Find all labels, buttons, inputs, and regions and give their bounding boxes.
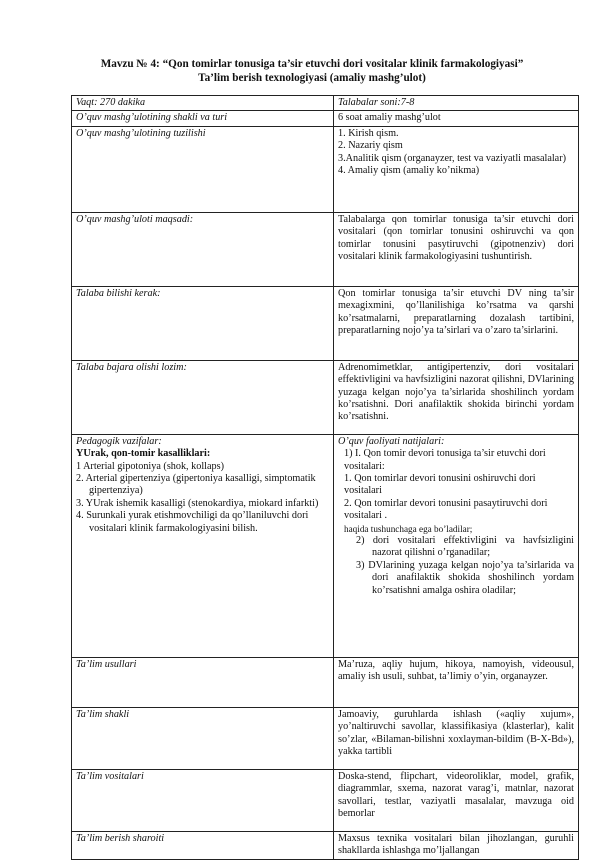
ta-lim-shakli-value-cell: Jamoaviy, guruhlarda ishlash («aqliy xujum», yo’naltiruvchi savollar, klassifikasiya (klasterlar), kalit so’zlar, «Bilaman-bilishni xoxlayman-bildim (B-X-Bd»), yakka tartibli <box>334 707 579 769</box>
natijalar-item-2: 2) dori vositalari effektivligini va havfsizligini nazorat qilishni o’rganadilar; <box>356 535 574 559</box>
table-row-shakl <box>72 111 579 126</box>
bilishi-label-cell: Talaba bilishi kerak: <box>72 286 334 360</box>
vaqt-cell <box>72 96 334 111</box>
bajara-value-cell: Adrenomimetklar, antigipertenziv, dori vositalari effektivligini va havfsizligini nazorat qilishni, DVlarining yuzaga kelgan nojo’ya ta’sirlarida shoshilinch yordam ko’rsatishni. Dori anafilaktik shokida birinchi yordam ko’rsatishni. <box>334 360 579 434</box>
maqsad-value-cell: Talabalarga qon tomirlar tonusiga ta’sir etuvchi dori vositalari (qon tomirlar tonusini oshiruvchi va qon tomirlar tonusini pasytiruvchi (gipotnenziv) dori vositalari klinik farmakologiyasini tushuntirish. <box>334 212 579 286</box>
talabalar-soni-label: Talabalar soni:7-8 <box>338 97 415 108</box>
natijalar-intro: 1) I. Qon tomir devori tonusiga ta’sir etuvchi dori vositalari: <box>344 448 546 472</box>
pedagogik-item-1: 1 Arterial gipotoniya (shok, kollaps) <box>76 460 224 472</box>
natijalar-cell <box>334 434 579 657</box>
tuzilish-item-3: 3.Analitik qism (organayzer, test va vaziyatli masalalar) <box>338 152 566 164</box>
table-row-usullari <box>72 657 579 707</box>
usullari-value-cell: Ma’ruza, aqliy hujum, hikoya, namoyish, videousul, amaliy ish usuli, suhbat, ta’limiy o’yin, organayzer. <box>334 657 579 707</box>
shakl-label-cell: O’quv mashg’ulotining shakli va turi <box>72 111 334 126</box>
title-line-2: Ta’lim berish texnologiyasi (amaliy mashg’ulot) <box>198 72 426 84</box>
sharoiti-label-cell: Ta’lim berish sharoiti <box>72 831 334 859</box>
pedagogik-heading: Pedagogik vazifalar: <box>76 435 162 447</box>
lesson-plan-table <box>71 95 579 860</box>
pedagogik-subheading: YUrak, qon-tomir kasalliklari: <box>76 448 211 460</box>
pedagogik-cell <box>72 434 334 657</box>
natijalar-sub-2: 2. Qon tomirlar devori tonusini pasaytiruvchi dori vositalari . <box>344 497 548 522</box>
table-row-bajara <box>72 360 579 434</box>
natijalar-sub-1: 1. Qon tomirlar devori tonusini oshiruvchi dori vositalari <box>344 473 536 497</box>
tuzilish-item-1: 1. Kirish qism. <box>338 127 399 139</box>
talabalar-soni-cell <box>334 96 579 111</box>
pedagogik-item-2: 2. Arterial gipertenziya (gipertoniya kasalligi, simptomatik gipertenziya) <box>76 473 316 497</box>
bajara-label-cell: Talaba bajara olishi lozim: <box>72 360 334 434</box>
natijalar-item-3: 3) DVlarining yuzaga kelgan nojo’ya ta’sirlarida va dori anafilaktik shokida shoshilinch yordam ko’rsatishni amalga oshira oladilar; <box>356 559 574 596</box>
sharoiti-value-cell: Maxsus texnika vositalari bilan jihozlangan, guruhli shakllarda ishlashga mo’ljallangan <box>334 831 579 859</box>
shakl-value-cell: 6 soat amaliy mashg’ulot <box>334 111 579 126</box>
tuzilish-value-cell <box>334 126 579 212</box>
table-row-bilishi <box>72 286 579 360</box>
tuzilish-item-4: 4. Amaliy qism (amaliy ko’nikma) <box>338 165 480 177</box>
table-row-maqsad <box>72 212 579 286</box>
usullari-label-cell: Ta’lim usullari <box>72 657 334 707</box>
pedagogik-item-3: 3. YUrak ishemik kasalligi (stenokardiya, miokard infarkti) <box>76 497 319 509</box>
table-row-sharoiti <box>72 831 579 859</box>
ta-lim-shakli-label-cell: Ta’lim shakli <box>72 707 334 769</box>
tuzilish-label-cell: O’quv mashg’ulotining tuzilishi <box>72 126 334 212</box>
table-row-vositalari <box>72 769 579 831</box>
vaqt-label: Vaqt: 270 dakika <box>76 97 146 108</box>
document-title <box>60 57 564 85</box>
table-row-ta-lim-shakli <box>72 707 579 769</box>
natijalar-heading: O’quv faoliyati natijalari: <box>338 435 445 447</box>
title-line-1: Mavzu № 4: “Qon tomirlar tonusiga ta’sir etuvchi dori vositalar klinik farmakologiyasi” <box>100 58 524 70</box>
vositalari-value-cell: Doska-stend, flipchart, videoroliklar, model, grafik, diagrammlar, sxema, nazorat varag’i, matnlar, nazorat savollari, testlar, vaziyatli masalalar, mavzuga oid bemorlar <box>334 769 579 831</box>
vositalari-label-cell: Ta’lim vositalari <box>72 769 334 831</box>
bilishi-value-cell: Qon tomirlar tonusiga ta’sir etuvchi DV ning ta’sir mexagixmini, qo’llanilishiga ko’rsatma va qarshi ko’rsatmalarni, preparatlarning dozalash tartibini, preparatlarning nojo’ya ta’sirlari va o’zaro ta’sirlarini. <box>334 286 579 360</box>
maqsad-label-cell: O’quv mashg’uloti maqsadi: <box>72 212 334 286</box>
tuzilish-item-2: 2. Nazariy qism <box>338 140 403 152</box>
pedagogik-item-4: 4. Surunkali yurak etishmovchiligi da qo’llaniluvchi dori vositalari klinik farmakologiyasini bilish. <box>76 510 309 534</box>
table-row-tuzilish <box>72 126 579 212</box>
table-row-vaqt <box>72 96 579 111</box>
table-row-pedagogik <box>72 434 579 657</box>
natijalar-note: haqida tushunchaga ega bo’ladilar; <box>344 523 473 534</box>
